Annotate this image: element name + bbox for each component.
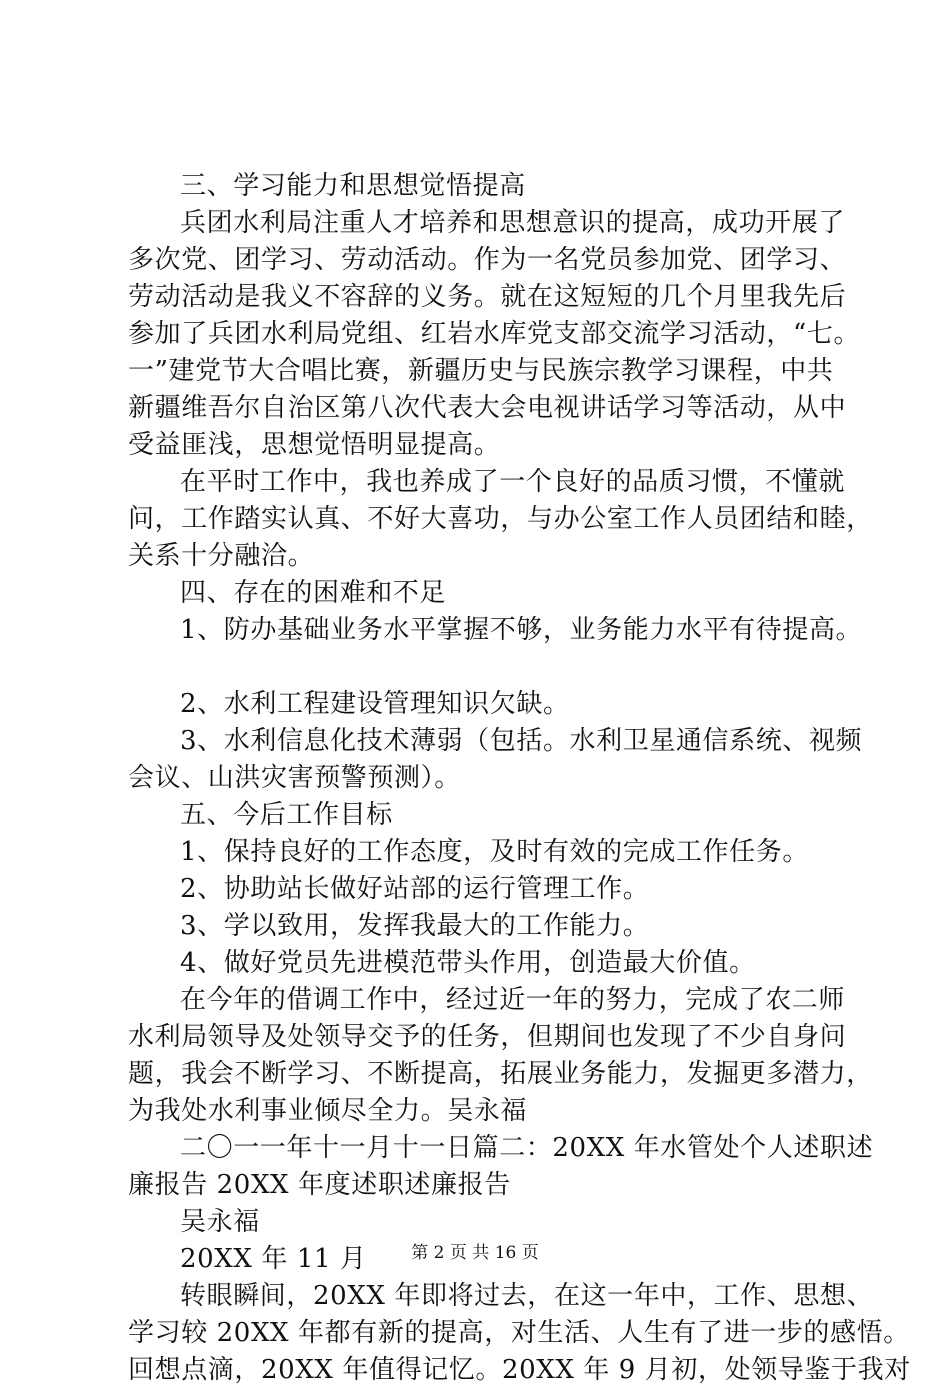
text-line: 受益匪浅，思想觉悟明显提高。 [128,430,501,460]
text-line: 20XX 年 11 月 [180,1244,367,1274]
text-line: 多次党、团学习、劳动活动。作为一名党员参加党、团学习、 [128,245,847,275]
text-line: 题，我会不断学习、不断提高，拓展业务能力，发掘更多潜力， [128,1059,873,1089]
text-line: 转眼瞬间，20XX 年即将过去，在这一年中，工作、思想、 [180,1281,874,1311]
text-line: 二〇一一年十一月十一日篇二：20XX 年水管处个人述职述 [180,1133,874,1163]
document-body [128,168,911,1389]
text-line: 关系十分融洽。 [128,541,315,571]
text-line: 问，工作踏实认真、不好大喜功，与办公室工作人员团结和睦， [128,504,873,534]
text-line: 学习较 20XX 年都有新的提高，对生活、人生有了进一步的感悟。 [128,1318,910,1348]
text-line: 会议、山洪灾害预警预测）。 [128,763,461,793]
text-line: 回想点滴，20XX 年值得记忆。20XX 年 9 月初，处领导鉴于我对 [128,1355,911,1385]
text-line: 3、学以致用，发挥我最大的工作能力。 [180,911,650,941]
blank-line [128,649,848,686]
text-line: 2、水利工程建设管理知识欠缺。 [180,689,570,719]
text-line: 劳动活动是我义不容辞的义务。就在这短短的几个月里我先后 [128,282,847,312]
text-line: 在平时工作中，我也养成了一个良好的品质习惯，不懂就 [180,467,846,497]
page-footer: 第 2 页 共 16 页 [411,1243,539,1263]
text-line: 新疆维吾尔自治区第八次代表大会电视讲话学习等活动，从中 [128,393,847,423]
text-line: 为我处水利事业倾尽全力。吴永福 [128,1096,528,1126]
text-line: 兵团水利局注重人才培养和思想意识的提高，成功开展了 [180,208,846,238]
text-line: 五、今后工作目标 [180,800,393,830]
text-line: 1、防办基础业务水平掌握不够，业务能力水平有待提高。 [180,615,863,645]
text-line: 3、水利信息化技术薄弱（包括。水利卫星通信系统、视频 [180,726,863,756]
text-line: 2、协助站长做好站部的运行管理工作。 [180,874,650,904]
text-line: 在今年的借调工作中，经过近一年的努力，完成了农二师 [180,985,846,1015]
text-line: 吴永福 [180,1207,260,1237]
text-line: 四、存在的困难和不足 [180,578,447,608]
text-line: 廉报告 20XX 年度述职述廉报告 [128,1170,511,1200]
text-line: 水利局领导及处领导交予的任务，但期间也发现了不少自身问 [128,1022,847,1052]
text-line: 1、保持良好的工作态度，及时有效的完成工作任务。 [180,837,809,867]
text-line: 4、做好党员先进模范带头作用，创造最大价值。 [180,948,756,978]
text-line: 参加了兵团水利局党组、红岩水库党支部交流学习活动，“七。 [128,319,861,349]
text-line: 一”建党节大合唱比赛，新疆历史与民族宗教学习课程，中共 [128,356,834,386]
text-line: 三、学习能力和思想觉悟提高 [180,171,526,201]
